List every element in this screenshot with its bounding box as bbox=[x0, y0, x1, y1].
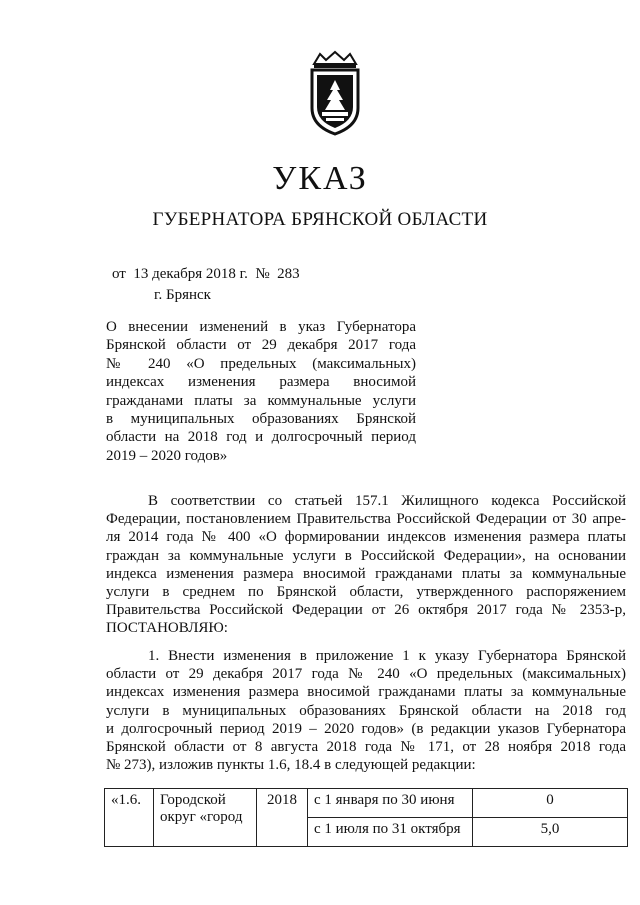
paragraph-line: области от 29 декабря 2017 года № 240 «О предельных (максимальных) bbox=[106, 666, 626, 683]
paragraph-line: № 273), изложив пункты 1.6, 18.4 в следующей редакции: bbox=[106, 757, 476, 774]
paragraph-line: услуги в среднем по Брянской области, утвержденного распоряжением bbox=[106, 583, 626, 600]
paragraph-line: индекса изменения размера вносимой гражданами платы за коммунальные bbox=[106, 565, 626, 582]
subject-line: 2019 – 2020 годов» bbox=[106, 447, 228, 464]
coat-of-arms-emblem bbox=[300, 50, 370, 136]
paragraph-line: В соответствии со статьей 157.1 Жилищного кодекса Российской bbox=[148, 493, 626, 509]
paragraph-line: Федерации, постановлением Правительства Российской Федерации от 30 апре- bbox=[106, 511, 626, 528]
decree-subject bbox=[106, 318, 416, 465]
subject-line: области на 2018 год и долгосрочный период bbox=[106, 429, 416, 446]
subject-line: О внесении изменений в указ Губернатора bbox=[106, 319, 416, 335]
preamble-paragraph bbox=[106, 492, 626, 638]
table-row bbox=[105, 789, 628, 818]
paragraph-line: ПОСТАНОВЛЯЮ: bbox=[106, 620, 228, 637]
table-cell-period: с 1 июля по 31 октября bbox=[308, 818, 473, 847]
clause-1-paragraph bbox=[106, 647, 626, 774]
municipality-line: Городской bbox=[160, 792, 226, 808]
paragraph-line: Брянской области от 8 августа 2018 года № 171, от 28 ноября 2018 года bbox=[106, 738, 626, 755]
table-cell-value: 0 bbox=[473, 789, 628, 818]
subject-line: № 240 «О предельных (максимальных) bbox=[106, 355, 416, 372]
paragraph-line: граждан за коммунальные услуги в Российской Федерации», на основании bbox=[106, 547, 626, 564]
municipality-line: округ «город bbox=[160, 809, 243, 825]
document-subtitle: ГУБЕРНАТОРА БРЯНСКОЙ ОБЛАСТИ bbox=[152, 209, 488, 230]
paragraph-line: и долгосрочный период 2019 – 2020 годов» (в редакции указов Губернатора bbox=[106, 720, 626, 737]
table-cell-period: с 1 января по 30 июня bbox=[308, 789, 473, 818]
subject-line: гражданами платы за коммунальные услуги bbox=[106, 392, 416, 409]
paragraph-line: 1. Внести изменения в приложение 1 к указу Губернатора Брянской bbox=[148, 648, 626, 664]
indices-table bbox=[104, 788, 628, 847]
table-cell-number: «1.6. bbox=[105, 789, 154, 847]
subject-line: Брянской области от 29 декабря 2017 года bbox=[106, 337, 416, 354]
paragraph-line: услуги в муниципальных образованиях Брянской области на 2018 год bbox=[106, 702, 626, 719]
table-cell-municipality bbox=[154, 789, 257, 847]
table-cell-value: 5,0 bbox=[473, 818, 628, 847]
subject-line: в муниципальных образованиях Брянской bbox=[106, 410, 416, 427]
paragraph-line: Правительства Российской Федерации от 26 октября 2017 года № 2353-р, bbox=[106, 602, 626, 619]
table-cell-year: 2018 bbox=[257, 789, 308, 847]
decree-city: г. Брянск bbox=[154, 287, 211, 303]
decree-date-number: от 13 декабря 2018 г. № 283 bbox=[112, 266, 300, 282]
subject-line: индексах изменения размера вносимой bbox=[106, 374, 416, 391]
paragraph-line: ля 2014 года № 400 «О формировании индексов изменения размера платы bbox=[106, 529, 626, 546]
document-title: УКАЗ bbox=[272, 160, 368, 197]
paragraph-line: индексах изменения размера вносимой гражданами платы за коммунальные bbox=[106, 684, 626, 701]
